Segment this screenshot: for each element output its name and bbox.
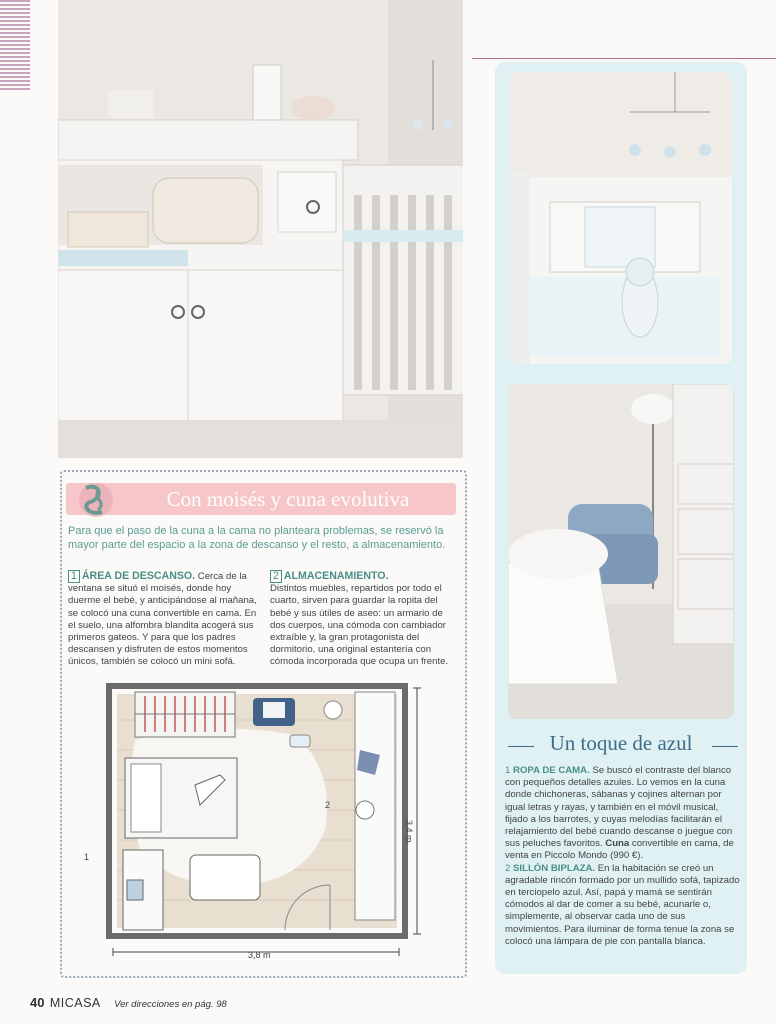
magazine-name: MICASA <box>49 996 101 1010</box>
section-body <box>505 765 741 948</box>
col-descanso-heading: 1 ÁREA DE DESCANSO. <box>68 570 195 582</box>
item-1: 1 ROPA DE CAMA. Se buscó el contraste del blanco con pequeños detalles azules. Lo vemos en la cuna donde chichoneras, sábanas y cojines alternan por igual letras y rayas, y también en el móvil musical, fijado a los barrotes, y cuyas melodías facilitarán el relajamiento del bebé cuando descanse o juegue con sus peluches favoritos. Cuna convertible en cama, de venta en Piccolo Mondo (990 €). <box>505 765 734 862</box>
plan-label-1: 1 <box>84 852 90 862</box>
col-almacenamiento-heading: 2 ALMACENAMIENTO. <box>270 570 388 582</box>
box-title: Con moisés y cuna evolutiva <box>166 487 410 511</box>
hero-photo <box>58 0 463 458</box>
sofa-illustration <box>508 384 734 719</box>
section-title: Un toque de azul <box>549 731 693 755</box>
col-descanso <box>68 570 258 669</box>
directions-reference: Ver direcciones en pág. 98 <box>114 999 227 1010</box>
margin-stripes <box>0 0 30 90</box>
number-badge: 1 <box>68 570 80 583</box>
page-number: 40 <box>30 995 45 1010</box>
nursery-photo-illustration <box>58 0 463 458</box>
number-badge: 2 <box>270 570 282 583</box>
floor-plan <box>95 680 435 965</box>
plan-label-2: 2 <box>325 800 331 810</box>
col-almacenamiento <box>270 570 458 669</box>
header-rule <box>472 58 776 59</box>
col-almacenamiento-text: Distintos muebles, repartidos por todo el cuarto, sirven para guardar la ropita del bebé y sus útiles de aseo: un armario de dos cuerpos, una cómoda con cambiador extraíble y, la gran protagonista del dormitorio, una original estantería con cómoda incorporada que ocupa un frente. <box>270 583 449 668</box>
crib-photo <box>510 72 732 364</box>
plan-height-label: 3,4 m <box>404 820 414 843</box>
crib-illustration <box>510 72 732 364</box>
page-footer <box>30 995 227 1010</box>
box-intro: Para que el paso de la cuna a la cama no plantearа problemas, se reservó la mayor parte del espacio a la zona de descanso y el resto, a almacenamiento. <box>68 525 446 551</box>
item-2: 2 SILLÓN BIPLAZA. En la habitación se creó un agradable rincón formado por un mullido sofá, tapizado en terciopelo azul. Así, papá y mamá se sentirán cómodos al dar de comer a su bebé, acunarle o, simplemente, al observar cada uno de sus movimientos. Para iluminar de forma tenue la zona se colocó una lámpara de pie con pantalla blanca. <box>505 862 740 947</box>
ornament-icon <box>74 480 120 520</box>
col-descanso-text: Cerca de la ventana se situó el moisés, donde hoy duerme el bebé, y anticipándose al mañana, se colocó una cuna convertible en cama. En el suelo, una alfombra blandita acogerá sus primeros gateos. Y para que los padres descansen y disfruten de estos momentos únicos, también se colocó un mini sofá. <box>68 571 257 668</box>
plan-width-label: 3,8 m <box>248 950 271 960</box>
sofa-photo <box>508 384 734 719</box>
